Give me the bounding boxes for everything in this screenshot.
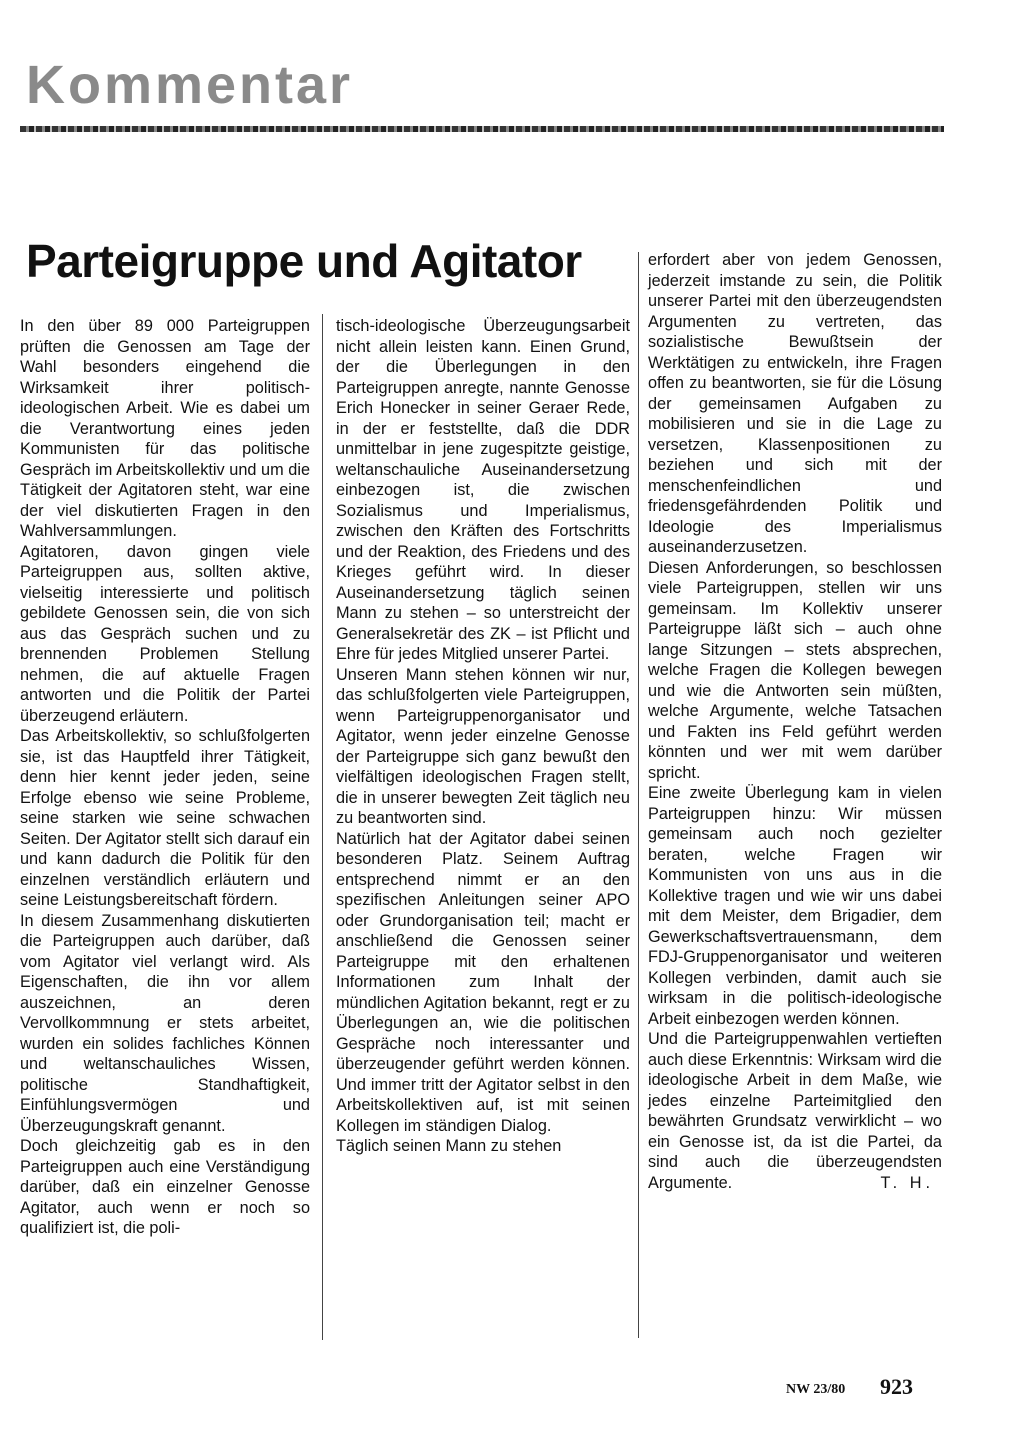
author-signature: T. H. — [880, 1173, 934, 1192]
paragraph: Diesen Anforderungen, so beschlossen viele Parteigruppen, stellen wir uns gemeinsam. Im Kollektiv unserer Parteigruppe läßt sich – auch ohne lange Sitzungen – stets absprechen, welche Fragen die Kollegen bewegen und wie die Antworten sein müßten, welche Argumente, welche Tatsachen und Fakten ins Feld geführt werden könnten und wer mit wem darüber spricht. — [648, 558, 942, 782]
paragraph: Doch gleichzeitig gab es in den Parteigruppen auch eine Verständigung darüber, daß ein einzelner Genosse Agitator, auch wenn er noch so qualifiziert ist, die poli- — [20, 1137, 310, 1237]
article-column-3 — [648, 250, 942, 1193]
column-divider — [322, 314, 323, 1340]
paragraph: Unseren Mann stehen können wir nur, das schlußfolgerten viele Parteigruppen, wenn Parteigruppenorganisator und Agitator, wenn jeder einzelne Genosse der Parteigruppe sich ganz bewußt den vielfältigen ideologischen Fragen stellt, die in unserer bewegten Zeit täglich neu zu beantworten sind. — [336, 665, 630, 827]
article-headline: Parteigruppe und Agitator — [26, 235, 582, 287]
section-divider — [20, 126, 944, 132]
paragraph-text: Und die Parteigruppenwahlen vertieften auch diese Erkenntnis: Wirksam wird die ideologische Arbeit in dem Maße, wie jedes einzelne Parteimitglied den bewährten Grundsatz verwirklicht – wo ein Genosse ist, da ist die Partei, da sind auch die überzeugendsten Argumente. — [648, 1030, 942, 1192]
article-column-2 — [336, 316, 630, 1157]
paragraph: Natürlich hat der Agitator dabei seinen besonderen Platz. Seinem Auftrag entsprechend nimmt er an den spezifischen Anleitungen seiner APO oder Grundorganisation teil; macht er anschließend die Genossen seiner Parteigruppe mit den erhaltenen Informationen zum Inhalt der mündlichen Agitation bekannt, regt er zu Überlegungen an, wie die politischen Gespräche noch interessanter und überzeugender geführt werden können. Und immer tritt der Agitator selbst in den Arbeitskollektiven auf, ist mit seinen Kollegen im ständigen Dialog. — [336, 829, 630, 1135]
paragraph: tisch-ideologische Überzeugungsarbeit nicht allein leisten kann. Einen Grund, der die Überlegungen in den Parteigruppen anregte, nannte Genosse Erich Honecker in seiner Geraer Rede, in der er feststellte, daß die DDR unmittelbar in jene zugespitzte geistige, weltanschauliche Auseinandersetzung einbezogen ist, die zwischen Sozialismus und Imperialismus, zwischen den Kräften des Fortschritts und der Reaktion, des Friedens und des Krieges geführt wird. In dieser Auseinandersetzung täglich seinen Mann zu stehen – so unterstreicht der Generalsekretär des ZK – ist Pflicht und Ehre für jedes Mitglied unserer Partei. — [336, 317, 630, 663]
section-label: Kommentar — [26, 55, 354, 115]
paragraph: Täglich seinen Mann zu stehen — [336, 1137, 562, 1155]
column-divider — [638, 252, 639, 1338]
article-column-1 — [20, 316, 310, 1239]
paragraph — [648, 1029, 942, 1193]
paragraph: In diesem Zusammenhang diskutierten die Parteigruppen auch darüber, daß vom Agitator viel verlangt wird. Als Eigenschaften, die ihn vor allem auszeichnen, an deren Vervollkommnung er stets arbeitet, wurden ein solides fachliches Können und weltanschauliches Wissen, politische Standhaftigkeit, Einfühlungsvermögen und Überzeugungskraft genannt. — [20, 911, 310, 1135]
paragraph: In den über 89 000 Parteigruppen prüften die Genossen am Tage der Wahl besonders eingehend die Wirksamkeit ihrer politisch-ideologischen Arbeit. Wie es dabei um die Verantwortung eines jeden Kommunisten für das politische Gespräch im Arbeitskollektiv und um die Tätigkeit der Agitatoren steht, war eine der viel diskutierten Fragen in den Wahlversammlungen. — [20, 317, 310, 540]
paragraph: Das Arbeitskollektiv, so schlußfolgerten sie, ist das Hauptfeld ihrer Tätigkeit, denn hier kennt jeder jeden, seine Erfolge ebenso wie seine Probleme, seine starken wie seine schwachen Seiten. Der Agitator stellt sich darauf ein und kann dadurch die Politik für den einzelnen verständlich erläutern und seine Leistungsbereitschaft fördern. — [20, 727, 310, 909]
paragraph: Agitatoren, davon gingen viele Parteigruppen aus, sollten aktive, vielseitig interessierte und politisch gebildete Genossen sein, die von sich aus das Gespräch suchen und zu brennenden Problemen Stellung nehmen, die auf aktuelle Fragen antworten und die Politik der Partei überzeugend erläutern. — [20, 542, 310, 725]
issue-reference: NW 23/80 — [786, 1382, 846, 1397]
page-number: 923 — [880, 1374, 913, 1399]
paragraph: Eine zweite Überlegung kam in vielen Parteigruppen hinzu: Wir müssen gemeinsam auch noch gezielter beraten, welche Fragen wir Kommunisten von uns aus in die Kollektive tragen und wie wir uns dabei mit dem Meister, dem Brigadier, dem Gewerkschaftsvertrauensmann, dem FDJ-Gruppenorganisator und weiteren Kollegen verbinden, damit auch sie wirksam in die politisch-ideologische Arbeit einbezogen werden können. — [648, 784, 942, 1028]
paragraph: erfordert aber von jedem Genossen, jederzeit imstande zu sein, die Politik unserer Partei mit den überzeugendsten Argumenten zu vertreten, das sozialistische Bewußtsein der Werktätigen zu entwickeln, ihre Fragen offen zu beantworten, sie für die Lösung der gemeinsamen Aufgaben zu mobilisieren und sie in die Lage zu versetzen, Klassenpositionen zu beziehen und sich mit der menschenfeindlichen und friedensgefährdenden Politik und Ideologie des Imperialismus auseinanderzusetzen. — [648, 251, 942, 556]
